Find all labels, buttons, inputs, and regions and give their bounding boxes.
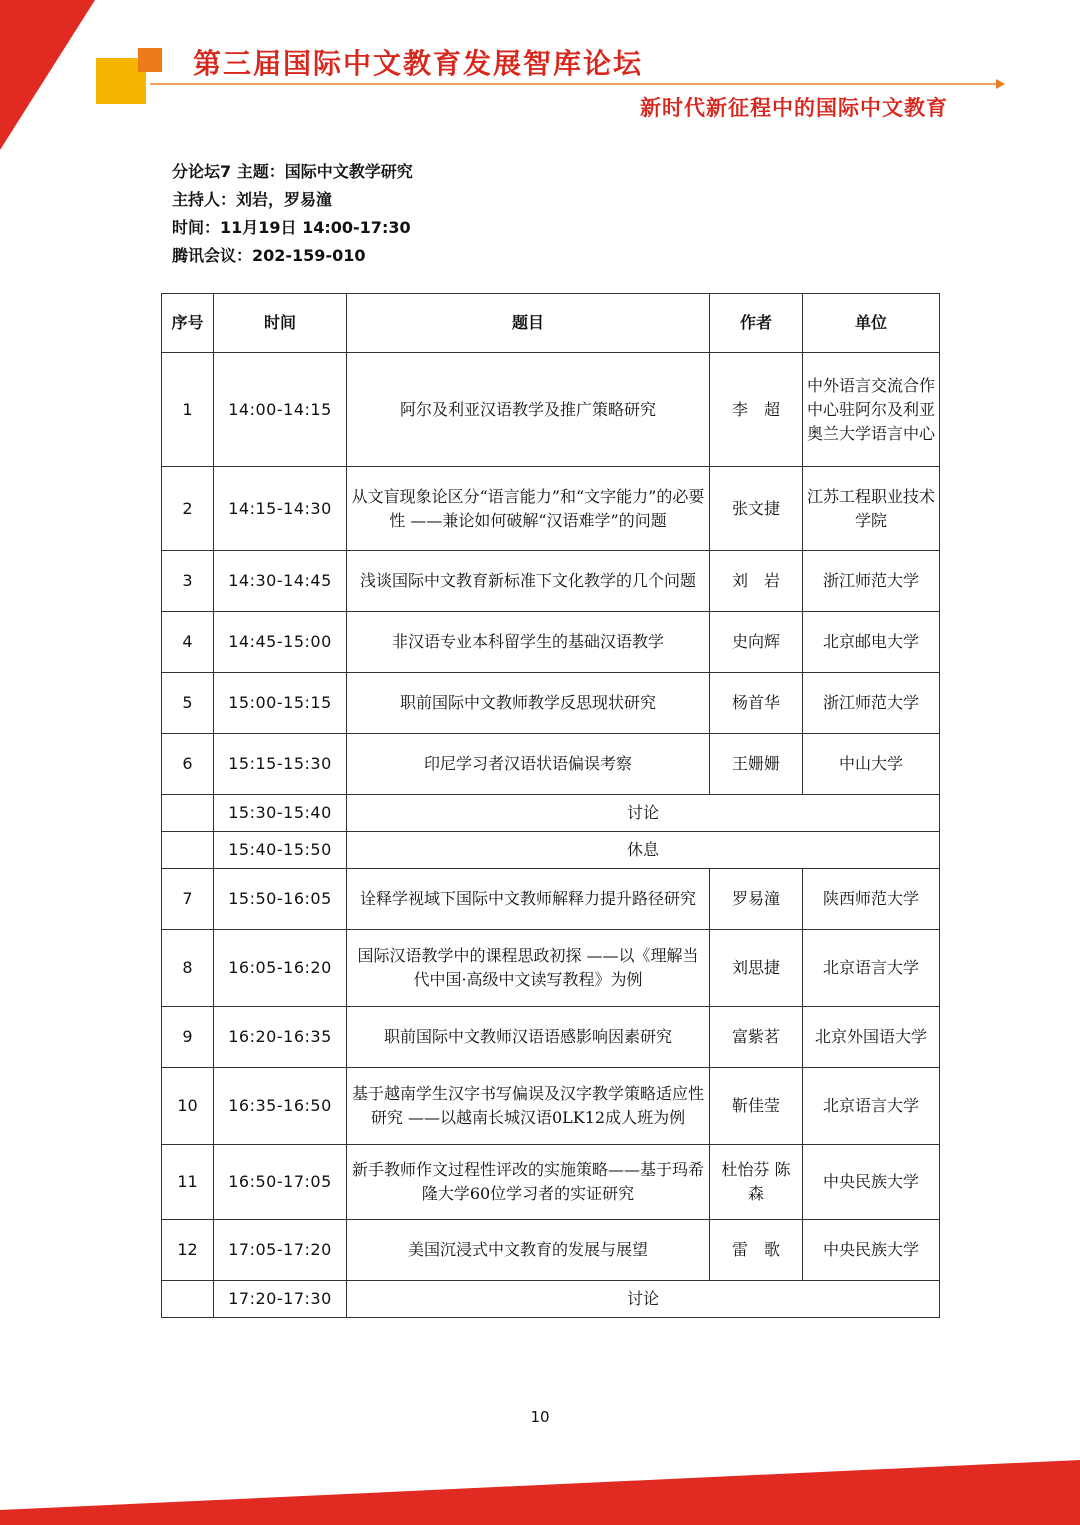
table-row	[162, 832, 940, 869]
table-row	[162, 869, 940, 930]
row-author: 张文捷	[710, 467, 803, 551]
row-unit: 中山大学	[803, 734, 940, 795]
table-row	[162, 734, 940, 795]
row-author: 雷 歌	[710, 1220, 803, 1281]
table-row	[162, 1007, 940, 1068]
row-author: 富紫茗	[710, 1007, 803, 1068]
row-unit: 江苏工程职业技术学院	[803, 467, 940, 551]
row-number: 11	[162, 1145, 214, 1220]
row-time: 15:00-15:15	[214, 673, 347, 734]
row-author: 靳佳莹	[710, 1068, 803, 1145]
row-time: 14:00-14:15	[214, 353, 347, 467]
table-row	[162, 1145, 940, 1220]
header-author: 作者	[710, 294, 803, 353]
orange-square-decoration	[138, 48, 162, 72]
table-row	[162, 467, 940, 551]
row-unit: 中外语言交流合作中心驻阿尔及利亚奥兰大学语言中心	[803, 353, 940, 467]
row-number	[162, 795, 214, 832]
row-author: 刘思捷	[710, 930, 803, 1007]
row-time: 14:45-15:00	[214, 612, 347, 673]
row-time: 16:35-16:50	[214, 1068, 347, 1145]
row-time: 17:20-17:30	[214, 1281, 347, 1318]
header-no: 序号	[162, 294, 214, 353]
row-time: 14:15-14:30	[214, 467, 347, 551]
table-row	[162, 1220, 940, 1281]
row-title: 新手教师作文过程性评改的实施策略——基于玛希隆大学60位学习者的实证研究	[347, 1145, 710, 1220]
row-author: 杜怡芬 陈 森	[710, 1145, 803, 1220]
row-unit: 浙江师范大学	[803, 551, 940, 612]
row-number: 5	[162, 673, 214, 734]
row-title: 印尼学习者汉语状语偏误考察	[347, 734, 710, 795]
header-time: 时间	[214, 294, 347, 353]
header-unit: 单位	[803, 294, 940, 353]
table-row	[162, 930, 940, 1007]
row-number: 12	[162, 1220, 214, 1281]
row-activity: 休息	[347, 832, 940, 869]
row-number: 4	[162, 612, 214, 673]
footer-red-band	[0, 1460, 1080, 1525]
page-number: 10	[530, 1408, 550, 1426]
row-title: 阿尔及利亚汉语教学及推广策略研究	[347, 353, 710, 467]
table-row	[162, 612, 940, 673]
row-unit: 北京语言大学	[803, 930, 940, 1007]
session-time: 时间：11月19日 14:00-17:30	[172, 218, 411, 237]
row-title: 美国沉浸式中文教育的发展与展望	[347, 1220, 710, 1281]
row-time: 15:40-15:50	[214, 832, 347, 869]
row-title: 诠释学视域下国际中文教师解释力提升路径研究	[347, 869, 710, 930]
row-time: 16:05-16:20	[214, 930, 347, 1007]
row-number: 2	[162, 467, 214, 551]
row-number	[162, 832, 214, 869]
row-time: 15:15-15:30	[214, 734, 347, 795]
row-number: 10	[162, 1068, 214, 1145]
row-number: 9	[162, 1007, 214, 1068]
row-time: 14:30-14:45	[214, 551, 347, 612]
schedule-table	[161, 293, 940, 1318]
row-author: 李 超	[710, 353, 803, 467]
header-title: 题目	[347, 294, 710, 353]
row-title: 国际汉语教学中的课程思政初探 ——以《理解当代中国·高级中文读写教程》为例	[347, 930, 710, 1007]
header-arrow-icon	[996, 79, 1005, 89]
session-hosts: 主持人：刘岩，罗易潼	[172, 190, 333, 209]
session-meeting-id: 腾讯会议：202-159-010	[172, 246, 366, 265]
row-activity: 讨论	[347, 795, 940, 832]
row-number: 7	[162, 869, 214, 930]
row-time: 16:20-16:35	[214, 1007, 347, 1068]
row-time: 16:50-17:05	[214, 1145, 347, 1220]
row-number: 8	[162, 930, 214, 1007]
row-unit: 陕西师范大学	[803, 869, 940, 930]
row-unit: 北京语言大学	[803, 1068, 940, 1145]
row-author: 刘 岩	[710, 551, 803, 612]
session-info	[172, 158, 413, 270]
row-author: 罗易潼	[710, 869, 803, 930]
session-theme: 分论坛7 主题：国际中文教学研究	[172, 162, 413, 181]
table-row	[162, 673, 940, 734]
row-time: 15:50-16:05	[214, 869, 347, 930]
row-title: 非汉语专业本科留学生的基础汉语教学	[347, 612, 710, 673]
row-title: 从文盲现象论区分“语言能力”和“文字能力”的必要性 ——兼论如何破解“汉语难学”的问题	[347, 467, 710, 551]
row-time: 15:30-15:40	[214, 795, 347, 832]
table-row	[162, 1068, 940, 1145]
row-number: 6	[162, 734, 214, 795]
row-unit: 北京邮电大学	[803, 612, 940, 673]
row-title: 浅谈国际中文教育新标准下文化教学的几个问题	[347, 551, 710, 612]
table-row	[162, 1281, 940, 1318]
corner-red-triangle	[0, 0, 95, 150]
row-number: 1	[162, 353, 214, 467]
row-author: 杨首华	[710, 673, 803, 734]
row-title: 基于越南学生汉字书写偏误及汉字教学策略适应性研究 ——以越南长城汉语0LK12成人班为例	[347, 1068, 710, 1145]
table-header-row	[162, 294, 940, 353]
row-author: 王姗姗	[710, 734, 803, 795]
row-unit: 浙江师范大学	[803, 673, 940, 734]
row-unit: 中央民族大学	[803, 1220, 940, 1281]
row-activity: 讨论	[347, 1281, 940, 1318]
row-number	[162, 1281, 214, 1318]
row-number: 3	[162, 551, 214, 612]
header-divider	[150, 83, 998, 85]
table-row	[162, 795, 940, 832]
row-time: 17:05-17:20	[214, 1220, 347, 1281]
forum-subtitle: 新时代新征程中的国际中文教育	[640, 95, 948, 120]
row-title: 职前国际中文教师教学反思现状研究	[347, 673, 710, 734]
row-unit: 北京外国语大学	[803, 1007, 940, 1068]
row-author: 史向辉	[710, 612, 803, 673]
table-row	[162, 551, 940, 612]
row-unit: 中央民族大学	[803, 1145, 940, 1220]
row-title: 职前国际中文教师汉语语感影响因素研究	[347, 1007, 710, 1068]
forum-title: 第三届国际中文教育发展智库论坛	[193, 47, 644, 80]
table-row	[162, 353, 940, 467]
